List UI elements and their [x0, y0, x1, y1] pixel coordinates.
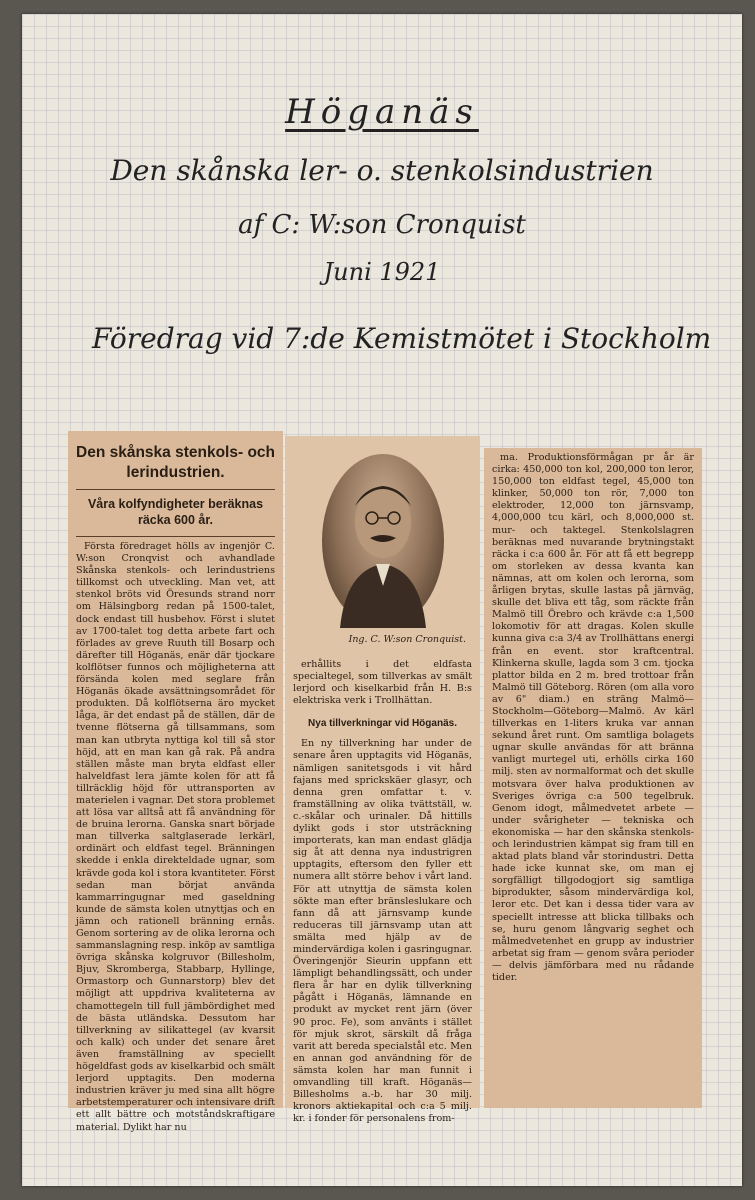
handwritten-lecture-note: Föredrag vid 7:de Kemistmötet i Stockholm: [92, 322, 712, 355]
article-paragraph: ma. Produktionsförmågan pr år är cirka: 450,000 ton kol, 200,000 ton leror, 150,000 ton eldfast tegel, 45,000 ton klinker, 50,000 ton rör, 7,000 ton elektroder, 12,000 ton järnsvamp, 4,000,000 tcu kärl, och 8,000,000 st. mur- och taktegel. Stenkolslagren beräknas med nuvarande brytningstakt räcka i c:a 600 år. För att få ett begrepp om storleken av dessa kvanta kan nämnas, att om kolen och lerorna, som årligen brytas, skulle lastas på järnväg, skulle det bliva ett tåg, som räckte från Malmö till Örebro och krävde c:a 1,500 lokomotiv för att dragas. Kolen skulle kunna giva c:a 3/4 av Trollhättans energi från en event. stor kraftcentral. Klinkerna skulle, lagda som 3 cm. tjocka plattor bilda en 2 m. bred trottoar från Malmö till Göteborg. Rören (om alla voro av 6" diam.) en sträng Malmö—Stockholm—Göteborg—Malmö. Av kärl tillverkas en 1-liters kruka var annan sekund året runt. Om samtliga bolagets ugnar skulle användas för att bränna vanligt murtegel uti, erhölls cirka 160 milj. sten av normalformat och det skulle motsvara över halva produktionen av Sveriges övriga c:a 500 tegelbruk. Genom idogt, målmedvetet arbete — under svårigheter — tekniska och ekonomiska — har den skånska stenkols- och lerindustrien kämpat sig fram till en aktad plats bland vår storindustri. Detta hade icke kunnat ske, om man ej sorgfälligt tillgodogjort sig samtliga biprodukter, såsom mindervärdiga kol, leror etc. Det kan i dessa tider vara av speciellt intresse att blicka tillbaks och se, huru genom långvarig seghet och målmedvetenhet en grupp av industrier arbetat sig fram — genom svåra perioder — delvis jämförbara med nu rådande tider.: [492, 452, 694, 984]
portrait-caption: Ing. C. W:son Cronquist.: [348, 634, 466, 645]
clipping-column-1: [68, 431, 283, 1133]
clipping-column-2: [285, 436, 480, 1125]
handwritten-author: af C: W:son Cronquist: [238, 210, 526, 240]
handwritten-title: Höganäs: [285, 92, 479, 132]
handwritten-date: Juni 1921: [323, 258, 441, 286]
article-paragraph: En ny tillverkning har under de senare åren upptagits vid Höganäs, nämligen sanitetsgods i vit hård fajans med sprickskäer glasyr, och denna gren omfattar t. v. framställning av olika tvättställ, w. c.-skålar och urinaler. Då hittills dylikt gods i stor utsträckning importerats, kan man endast glädja sig åt att denna nya industrigren upptagits, eftersom den fyller ett numera allt större behov i vårt land. För att utnyttja de sämsta kolen sökte man efter bränsleslukare och fann då att järnsvamp kunde reduceras till järnsvamp utan att smälta med hjälp av de mindervärdiga kolen i gasringugnar. Överingenjör Sieurin uppfann ett lämpligt behandlingssätt, och under flera år har en dylik tillverkning pågått i Höganäs, lämnande en produkt av mycket rent järn (över 90 proc. Fe), som använts i stället för mjuk skrot, särskilt då fråga varit att bereda specialstål etc. Men en annan god användning för de sämsta kolen har man funnit i omvandling till kraft. Höganäs—Billesholms a.-b. har 30 milj. kronors aktiekapital och c:a 5 milj. kr. i fonder för personalens from-: [293, 738, 472, 1125]
article-body-col2b: [293, 738, 472, 1125]
article-headline: Den skånska stenkols- och lerindustrien.: [76, 444, 275, 481]
article-body-col1: [76, 541, 275, 1134]
handwritten-subtitle: Den skånska ler- o. stenkolsindustrien: [110, 154, 654, 187]
portrait-icon: [322, 454, 444, 628]
section-heading: Nya tillverkningar vid Höganäs.: [308, 718, 457, 730]
clipping-column-3: [484, 448, 702, 1108]
article-paragraph: erhållits i det eldfasta specialtegel, som tillverkas av smält lerjord och kiselkarbid från H. B:s elektriska verk i Trollhättan.: [293, 659, 472, 707]
article-paragraph: Första föredraget hölls av ingenjör C. W:son Cronqvist och avhandlade Skånska stenkols- och lerindustriens tillkomst och utveckling. Man vet, att stenkol bröts vid Öresunds strand norr om Hälsingborg redan på 1500-talet, dock endast till husbehov. Först i slutet av 1700-talet tog detta arbete fart och förlades av greve Ruuth till Bosarp och därefter till Höganäs, enär där tjockare kolflötser funnos och möjligheterna att försända kolen med seglare från Höganäs ökade avsättningsområdet för produkten. Då kolflötserna äro mycket låga, är det endast på de ställen, där de tvenne flötserna gå tillsammans, som man kan utbryta nyttiga kol till så stor höjd, att en man kan gå rak. På andra ställen måste man bryta eldfast eller halveldfast lera jämte kolen för att få tillräcklig höjd för uttransporten av materielen i vagnar. Det stora problemet att lösa var alltså att få användning för de bruina lerorna. Ganska snart började man tillverka saltglaserade lerkärl, ordinärt och eldfast tegel. Bränningen skedde i enkla direkteldade ugnar, som krävde goda kol i stora kvantiteter. Först sedan man börjat använda kammarringugnar med gaseldning kunde de sämsta kolen utnyttjas och en jämn och rationell bränning ernås. Genom sortering av de olika lerorna och sammanslagning resp. inköp av samtliga övriga skånska kolgruvor (Billesholm, Bjuv, Skromberga, Stabbarp, Hyllinge, Ormastorp och Gunnarstorp) blev det möjligt att uppdriva kvaliteterna av chamottegeln till full jämbördighet med de bästa utländska. Dessutom har tillverkning av silikattegel (av kvarsit och kalk) och under det senare året även framställning av speciellt högeldfast gods av kiselkarbid och smält lerjord upptagits. Den moderna industrien kräver ju med sina allt högre arbetstemperaturer och intensivare drift ett allt bättre och motståndskraftigare material. Dylikt har nu: [76, 541, 275, 1133]
article-subheadline: Våra kolfyndigheter beräknas räcka 600 år.: [87, 497, 264, 527]
portrait-photo: [322, 454, 444, 628]
divider: [76, 489, 275, 490]
divider: [76, 536, 275, 537]
article-body-col2: [293, 659, 472, 707]
article-body-col3: [492, 452, 694, 984]
